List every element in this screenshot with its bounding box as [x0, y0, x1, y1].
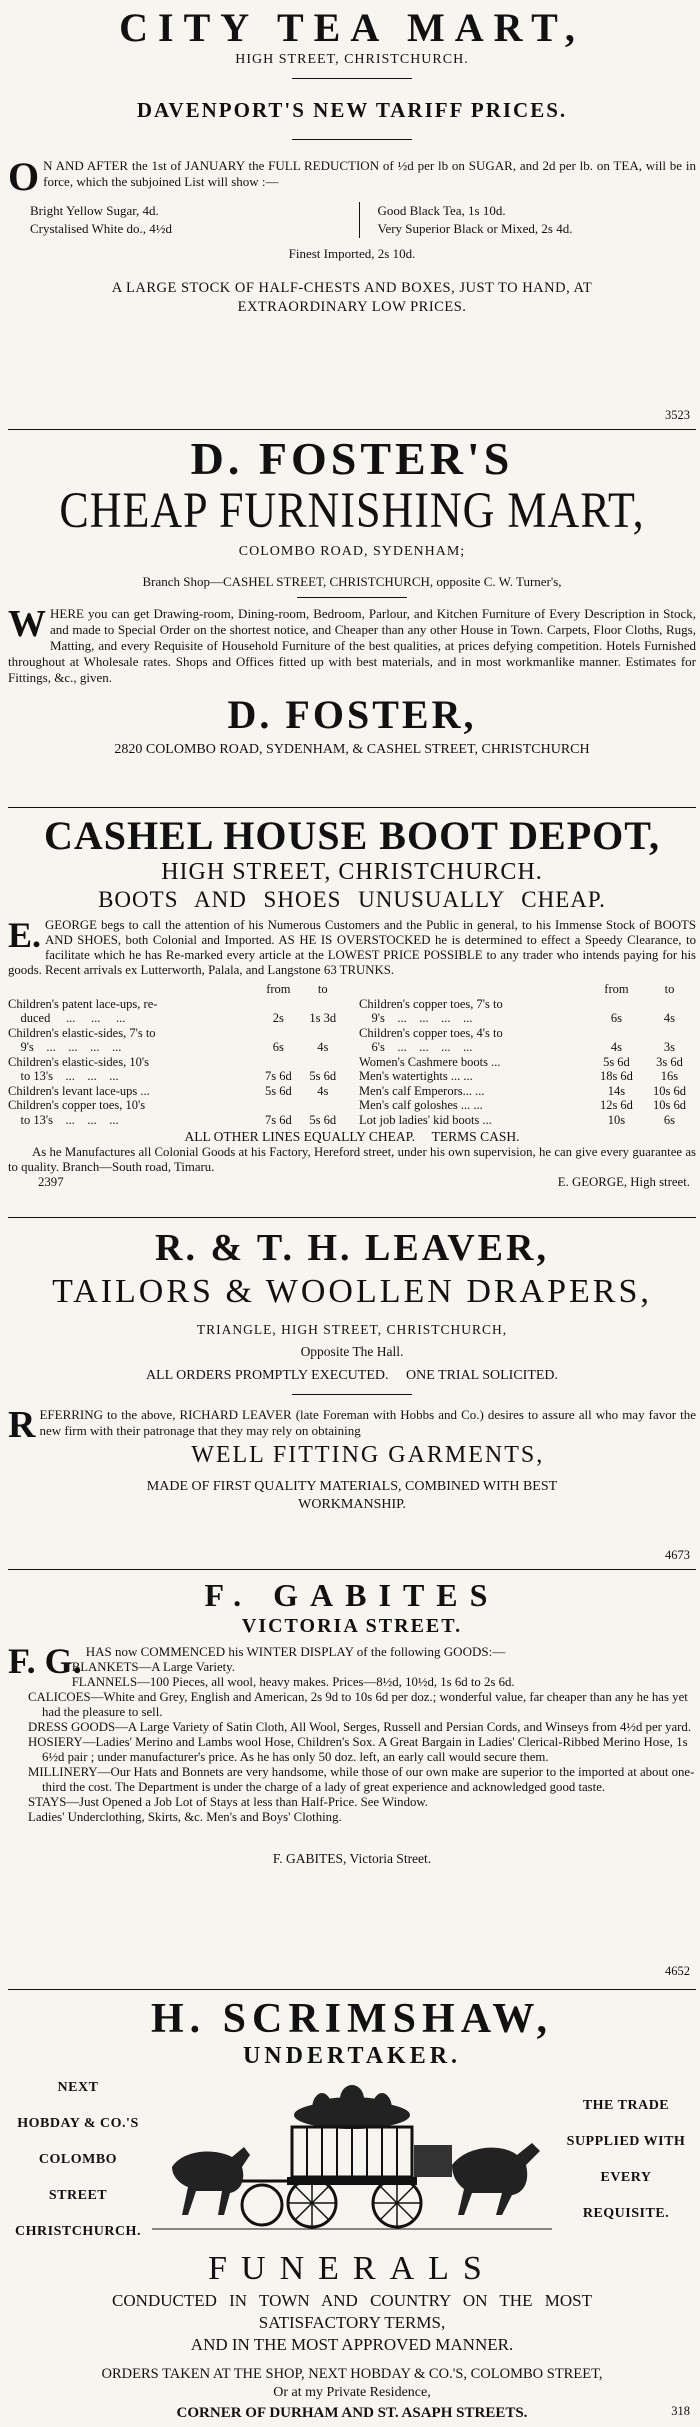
leaver-subtitle: TAILORS & WOOLLEN DRAPERS,	[52, 1273, 652, 1310]
list-item: DRESS GOODS—A Large Variety of Satin Cloth, All Wool, Serges, Russell and Persian Cords, and Winseys from 4½d per yard.	[28, 1720, 692, 1734]
leaver-work: WORKMANSHIP.	[298, 1497, 406, 1512]
cell-from: 12s 6d	[599, 1098, 633, 1112]
leaver-orders: ALL ORDERS PROMPTLY EXECUTED. ONE TRIAL SOLICITED.	[145, 1368, 559, 1383]
scrimshaw-right	[556, 2088, 696, 2232]
foster-name: D. FOSTER,	[227, 692, 477, 737]
cell-to: 16s	[660, 1069, 679, 1083]
tea-intro	[8, 154, 696, 199]
cell-item: Lot job ladies' kid boots ...	[359, 1112, 492, 1127]
cell-to	[301, 1055, 345, 1070]
cell-item: 9's ... ... ... ...	[359, 1011, 473, 1025]
cell-from: 7s 6d	[264, 1069, 292, 1083]
cell-to	[301, 1026, 345, 1041]
boot-ref: 2397	[38, 1175, 64, 1189]
cell-to	[301, 1098, 345, 1113]
cell-from: 6s	[610, 1011, 622, 1025]
cell-item: Men's calf Emperors... ...	[359, 1083, 485, 1098]
cell-to: 4s	[317, 1040, 329, 1054]
scrimshaw-conducted: CONDUCTED IN TOWN AND COUNTRY ON THE MOST	[112, 2291, 592, 2310]
cell-from: 6s	[272, 1040, 284, 1054]
cell-item: to 13's ... ... ...	[8, 1069, 119, 1083]
leaver-address: TRIANGLE, HIGH STREET, CHRISTCHURCH,	[196, 1322, 508, 1337]
table-row	[8, 1113, 345, 1128]
cell-to: 3s	[663, 1040, 676, 1054]
cell-from: 7s 6d	[264, 1112, 292, 1127]
table-row	[8, 1040, 345, 1055]
boot-manuf: As he Manufactures all Colonial Goods at his Factory, Hereford street, under his own supervision, he can give every guarantee as to quality. Branch—South road, Timaru.	[8, 1145, 696, 1174]
foster-drop-cap: W	[8, 603, 46, 645]
cell-from: 10s	[607, 1112, 626, 1127]
left-line: HOBDAY & CO.'S	[17, 2116, 139, 2131]
boot-body-text: GEORGE begs to call the attention of his Numerous Customers and the Public in general, to his Immense Stock of BOOTS AND SHOES, both Colonial and Imported. AS HE IS OVERSTOCKED he is determined to effect a Speedy Clearance, to facilitate which he has Re-marked every article at the LOWEST PRICE POSSIBLE to any trader who intends paying for his goods. Recent arrivals ex Lutterworth, Palala, and Langstone 63 TRUNKS.	[8, 918, 696, 977]
cell-from	[256, 1026, 300, 1041]
cell-from: 5s 6d	[603, 1054, 630, 1069]
tea-left-item: Bright Yellow Sugar, 4d.	[30, 203, 159, 218]
boot-title: CASHEL HOUSE BOOT DEPOT,	[43, 813, 660, 858]
cell-from	[256, 997, 300, 1012]
foster-address: COLOMBO ROAD, SYDENHAM;	[238, 544, 466, 559]
cell-item: Children's copper toes, 10's	[8, 1098, 146, 1112]
list-item: CALICOES—White and Grey, English and American, 2s 9d to 10s 6d per doz.; wonderful value, far cheaper than any he has yet had the pleasure to sell.	[28, 1690, 688, 1719]
leaver-title: R. & T. H. LEAVER,	[155, 1227, 549, 1269]
cell-item: Children's elastic-sides, 10's	[8, 1054, 149, 1069]
foster-title: D. FOSTER'S	[190, 433, 514, 484]
scrimshaw-corner: CORNER OF DURHAM AND ST. ASAPH STREETS.	[176, 2405, 528, 2421]
tea-right-item: Good Black Tea, 1s 10d.	[377, 203, 506, 218]
foster-body	[8, 603, 696, 686]
gabites-title: F. GABITES	[204, 1577, 500, 1613]
cell-from	[256, 1098, 300, 1113]
cell-from: 2s	[272, 1011, 284, 1025]
scrimshaw-terms: SATISFACTORY TERMS,	[258, 2313, 446, 2332]
col-from: from	[604, 982, 629, 996]
cell-item: Men's calf goloshes ... ...	[359, 1098, 483, 1112]
table-row	[359, 1011, 696, 1026]
gabites-items	[8, 1660, 696, 1825]
table-row	[8, 1055, 345, 1070]
cell-from	[590, 1026, 643, 1041]
boot-depot-ad	[8, 808, 696, 1218]
cell-from: 5s 6d	[264, 1083, 292, 1098]
boot-sign: E. GEORGE, High street.	[557, 1175, 690, 1189]
tea-stock: A LARGE STOCK OF HALF-CHESTS AND BOXES, JUST TO HAND, AT	[111, 280, 593, 296]
leaver-made: MADE OF FIRST QUALITY MATERIALS, COMBINED WITH BEST	[146, 1479, 558, 1494]
left-line: CHRISTCHURCH.	[15, 2224, 141, 2239]
boot-address: HIGH STREET, CHRISTCHURCH.	[161, 859, 543, 885]
left-line: COLOMBO STREET	[38, 2152, 118, 2203]
cell-item: to 13's ... ... ...	[8, 1112, 119, 1127]
table-row	[359, 1040, 696, 1055]
foster-subtitle: CHEAP FURNISHING MART,	[59, 482, 645, 539]
cell-to	[301, 997, 345, 1012]
tea-mart-ad	[8, 0, 696, 430]
right-line: SUPPLIED WITH	[566, 2134, 686, 2149]
table-row	[8, 1098, 345, 1113]
foster-branch: Branch Shop—CASHEL STREET, CHRISTCHURCH, opposite C. W. Turner's,	[142, 574, 562, 589]
hearse-illustration	[148, 2085, 556, 2235]
boot-price-table-right	[359, 982, 696, 1127]
leaver-body-text: EFERRING to the above, RICHARD LEAVER (late Foreman with Hobbs and Co.) desires to assure all who may favor the new firm with their patronage that they may rely on obtaining	[39, 1407, 696, 1438]
leaver-body	[8, 1404, 696, 1446]
leaver-fitting: WELL FITTING GARMENTS,	[191, 1442, 545, 1468]
tea-ref: 3523	[665, 408, 690, 422]
cell-to	[643, 997, 696, 1012]
list-item: Ladies' Underclothing, Skirts, &c. Men's and Boys' Clothing.	[28, 1810, 342, 1824]
cell-item: Children's patent lace-ups, re-	[8, 996, 158, 1011]
table-row	[359, 1098, 696, 1113]
gabites-ref: 4652	[665, 1964, 690, 1978]
cell-to: 10s 6d	[652, 1098, 686, 1112]
table-row	[8, 1069, 345, 1084]
gabites-ad	[8, 1570, 696, 1990]
scrimshaw-ref: 318	[671, 2404, 690, 2418]
tea-drop-cap: O	[8, 154, 40, 199]
list-item: BLANKETS—A Large Variety.	[71, 1660, 235, 1674]
scrimshaw-private: Or at my Private Residence,	[273, 2385, 431, 2400]
right-line: EVERY	[600, 2170, 652, 2185]
cell-item: duced ... ... ...	[8, 1011, 126, 1025]
boot-others: ALL OTHER LINES EQUALLY CHEAP. TERMS CASH.	[184, 1129, 520, 1144]
table-row	[359, 1113, 696, 1128]
gabites-street: VICTORIA STREET.	[241, 1615, 463, 1637]
cell-to: 10s 6d	[652, 1083, 686, 1098]
boot-price-table-left	[8, 982, 345, 1127]
hearse-icon	[148, 2085, 556, 2235]
cell-to: 1s 3d	[309, 1011, 337, 1025]
cell-item: Children's copper toes, 7's to	[359, 996, 503, 1011]
foster-body-text: HERE you can get Drawing-room, Dining-room, Bedroom, Parlour, and Kitchen Furniture of Every Description in Stock, and made to Special Order on the shortest notice, and Cheaper than any other House in Town. Carpets, Floor Cloths, Rugs, Matting, and every Requisite of Household Furniture of the best qualities, at prices defying competition. Hotels Furnished throughout at Wholesale rates. Shops and Offices fitted up with best materials, and in most workmanlike manner. Estimates for Fittings, &c., given.	[8, 606, 696, 685]
list-item: FLANNELS—100 Pieces, all wool, heavy makes. Prices—8½d, 10½d, 1s 6d to 2s 6d.	[71, 1675, 515, 1689]
table-row	[8, 997, 345, 1012]
list-item: MILLINERY—Our Hats and Bonnets are very handsome, while those of our own make are superior to the imported at about one-third the cost. The Department is under the charge of a lady of great experience and acknowledged good taste.	[28, 1765, 695, 1794]
leaver-drop-cap: R	[8, 1404, 36, 1446]
tea-intro-text: N AND AFTER the 1st of JANUARY the FULL REDUCTION of ½d per lb on SUGAR, and 2d per lb. on TEA, will be in force, which the subjoined List will show :—	[43, 158, 696, 189]
scrimshaw-funerals: FUNERALS	[208, 2250, 496, 2287]
tea-stock-2: EXTRAORDINARY LOW PRICES.	[237, 299, 467, 315]
left-line: NEXT	[57, 2080, 99, 2095]
cell-item: Children's copper toes, 4's to	[359, 1025, 503, 1040]
boot-body	[8, 915, 696, 978]
col-to: to	[317, 982, 328, 996]
tea-tariff: DAVENPORT'S NEW TARIFF PRICES.	[136, 98, 568, 122]
table-row	[8, 1084, 345, 1099]
table-row	[359, 1084, 696, 1099]
table-row	[8, 1011, 345, 1026]
scrimshaw-left	[8, 2070, 148, 2250]
leaver-opp: Opposite The Hall.	[300, 1344, 404, 1359]
leaver-ref: 4673	[665, 1548, 690, 1562]
cell-to	[643, 1026, 696, 1041]
cell-item: Women's Cashmere boots ...	[359, 1054, 501, 1069]
gabites-intro-text: HAS now COMMENCED his WINTER DISPLAY of the following GOODS:—	[85, 1644, 506, 1659]
scrimshaw-manner: AND IN THE MOST APPROVED MANNER.	[190, 2335, 514, 2354]
list-item: STAYS—Just Opened a Job Lot of Stays at less than Half-Price. See Window.	[28, 1795, 428, 1809]
leaver-ad	[8, 1218, 696, 1570]
cell-item: Men's watertights ... ...	[359, 1069, 473, 1083]
right-line: REQUISITE.	[582, 2206, 670, 2221]
right-line: THE TRADE	[582, 2098, 670, 2113]
boot-headline: BOOTS AND SHOES UNUSUALLY CHEAP.	[98, 887, 606, 912]
cell-from: 18s 6d	[599, 1069, 633, 1083]
scrimshaw-title: H. SCRIMSHAW,	[150, 1996, 554, 2042]
table-row	[359, 1055, 696, 1070]
cell-from: 4s	[610, 1040, 622, 1054]
cell-to: 3s 6d	[656, 1054, 683, 1069]
list-item: HOSIERY—Ladies' Merino and Lambs wool Hose, Children's Sox. A Great Bargain in Ladies' Clerical-Ribbed Merino Hose, 1s 6½d pair ; under manufacturer's price. As he has only 50 doz. left, an early call would secure them.	[28, 1735, 688, 1764]
col-from: from	[266, 982, 291, 996]
scrimshaw-ad	[8, 1990, 696, 2427]
scrimshaw-orders: ORDERS TAKEN AT THE SHOP, NEXT HOBDAY & CO.'S, COLOMBO STREET,	[101, 2366, 603, 2382]
boot-drop-cap: E.	[8, 915, 42, 955]
tea-address: HIGH STREET, CHRISTCHURCH.	[235, 52, 469, 67]
tea-finest: Finest Imported, 2s 10d.	[288, 246, 416, 261]
cell-from	[590, 997, 643, 1012]
cell-to: 4s	[317, 1083, 329, 1098]
cell-item: 9's ... ... ... ...	[8, 1040, 122, 1054]
table-row	[359, 1026, 696, 1041]
foster-ad	[8, 430, 696, 808]
cell-from: 14s	[607, 1083, 626, 1098]
scrimshaw-hearse-row	[8, 2080, 696, 2240]
table-row	[359, 997, 696, 1012]
boot-sign-row	[8, 1175, 696, 1190]
table-row	[8, 1026, 345, 1041]
cell-to: 5s 6d	[309, 1069, 337, 1083]
cell-to: 6s	[663, 1112, 676, 1127]
cell-item: Children's elastic-sides, 7's to	[8, 1025, 156, 1040]
tea-right-item: Very Superior Black or Mixed, 2s 4d.	[377, 221, 573, 236]
gabites-sign: F. GABITES, Victoria Street.	[272, 1851, 432, 1866]
cell-from	[256, 1055, 300, 1070]
tea-title: CITY TEA MART,	[119, 5, 585, 50]
col-to: to	[664, 982, 675, 996]
cell-item: Children's levant lace-ups ...	[8, 1083, 150, 1098]
boot-price-tables	[8, 982, 696, 1127]
scrimshaw-subtitle: UNDERTAKER.	[242, 2043, 462, 2069]
table-row	[359, 1069, 696, 1084]
cell-item: 6's ... ... ... ...	[359, 1040, 473, 1054]
cell-to: 4s	[663, 1011, 676, 1025]
gabites-drop-cap: F. G.	[8, 1641, 82, 1681]
tea-left-item: Crystalised White do., 4½d	[30, 221, 173, 236]
cell-to: 5s 6d	[309, 1112, 337, 1127]
foster-footer: 2820 COLOMBO ROAD, SYDENHAM, & CASHEL STREET, CHRISTCHURCH	[114, 742, 590, 757]
tea-price-list	[8, 202, 696, 238]
